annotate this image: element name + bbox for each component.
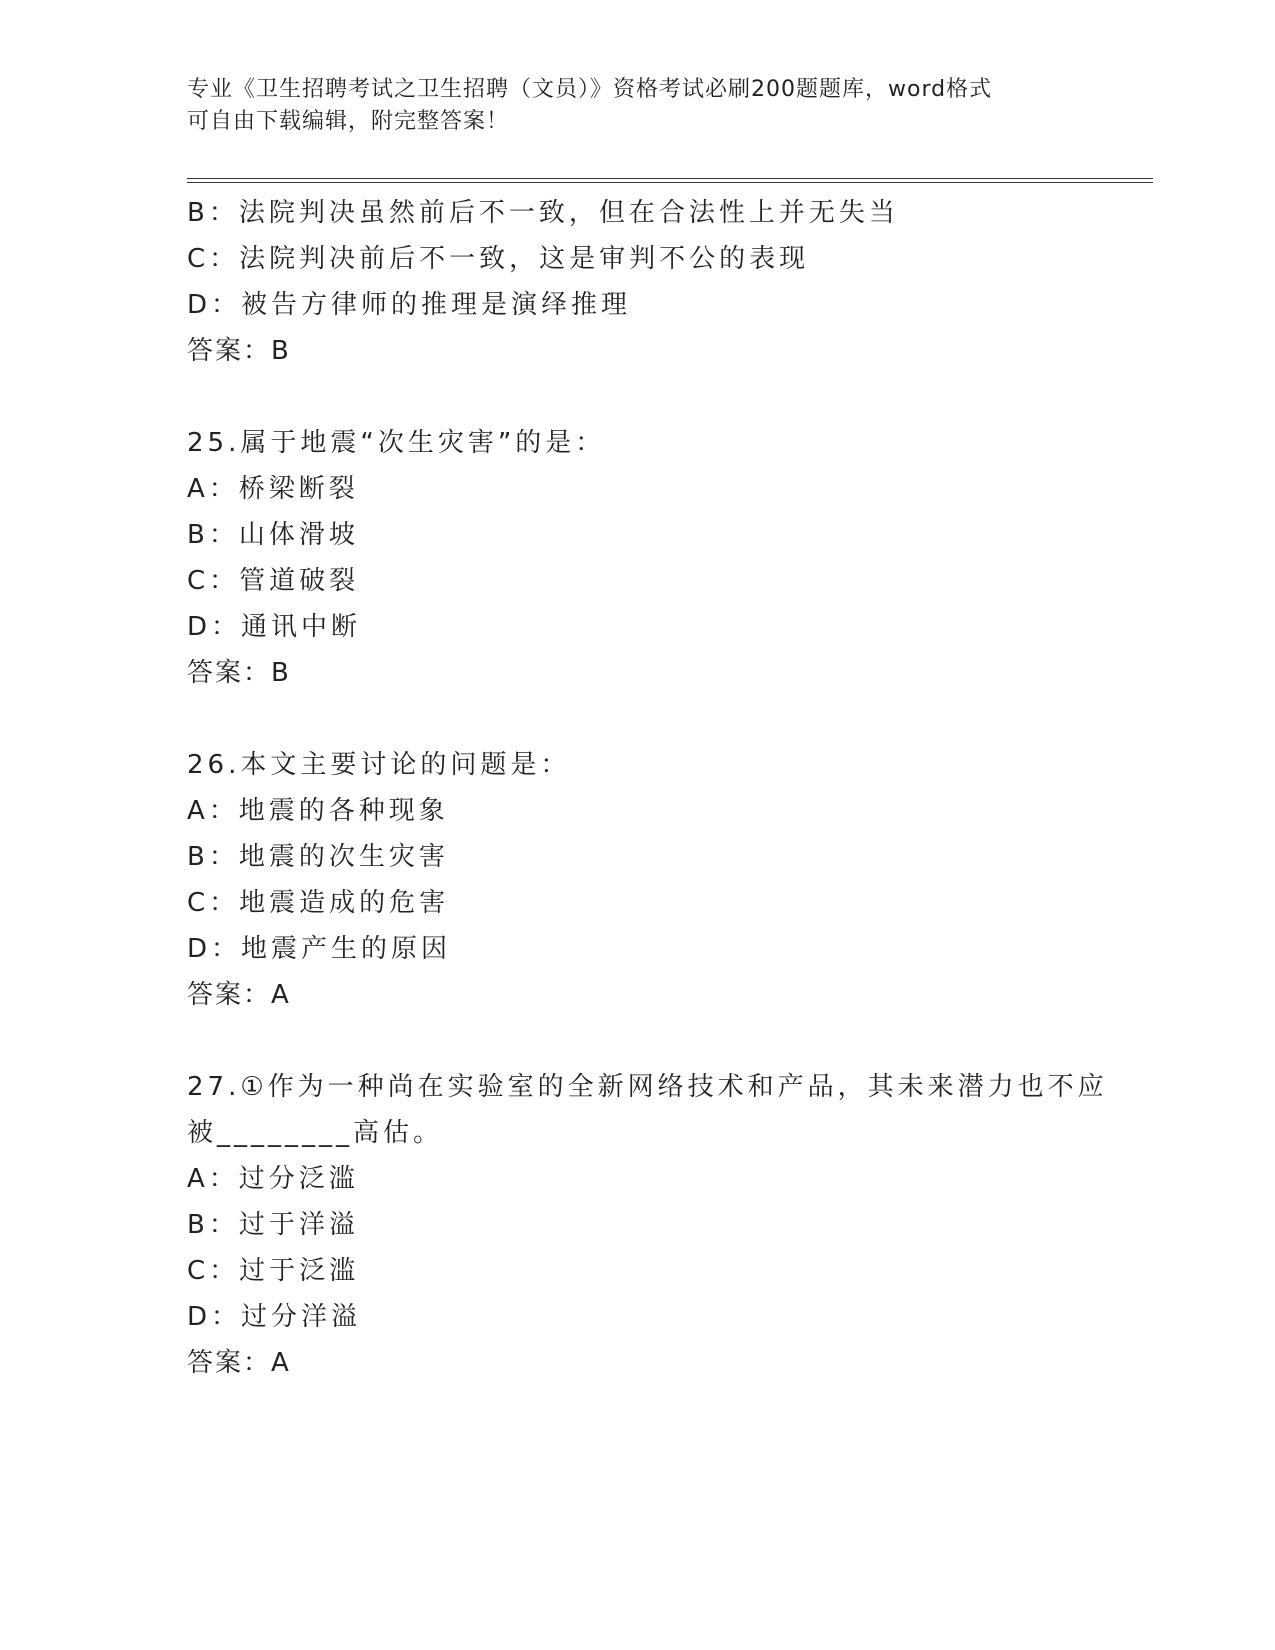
document-body xyxy=(187,190,1153,1386)
question-stem-line-2: 被________高估。 xyxy=(187,1118,444,1148)
spacer xyxy=(187,1018,1153,1064)
answer-line: 答案：A xyxy=(187,980,291,1010)
option-d: D：过分洋溢 xyxy=(187,1302,362,1332)
header-title-line-2: 可自由下载编辑，附完整答案！ xyxy=(187,109,510,134)
option-d: D：通讯中断 xyxy=(187,612,362,642)
question-stem-line-1: 27.①作为一种尚在实验室的全新网络技术和产品，其未来潜力也不应 xyxy=(187,1072,1108,1102)
question-27 xyxy=(187,1064,1153,1386)
question-25 xyxy=(187,420,1153,696)
answer-line: 答案：B xyxy=(187,658,291,688)
option-a: A：过分泛滥 xyxy=(187,1164,359,1194)
question-26 xyxy=(187,742,1153,1018)
answer-line: 答案：A xyxy=(187,1348,291,1378)
option-b: B：地震的次生灾害 xyxy=(187,842,449,872)
option-b: B：法院判决虽然前后不一致，但在合法性上并无失当 xyxy=(187,198,899,228)
header-divider xyxy=(187,178,1153,183)
option-c: C：法院判决前后不一致，这是审判不公的表现 xyxy=(187,244,810,274)
question-stem: 25.属于地震“次生灾害”的是： xyxy=(187,428,606,458)
header-title-line-1: 专业《卫生招聘考试之卫生招聘（文员）》资格考试必刷200题题库，word格式 xyxy=(187,77,993,102)
option-d: D：被告方律师的推理是演绎推理 xyxy=(187,290,632,320)
spacer xyxy=(187,374,1153,420)
option-a: A：地震的各种现象 xyxy=(187,796,449,826)
option-b: B：过于洋溢 xyxy=(187,1210,359,1240)
option-c: C：过于泛滥 xyxy=(187,1256,360,1286)
document-header xyxy=(187,74,1087,138)
option-c: C：地震造成的危害 xyxy=(187,888,450,918)
question-stem: 26.本文主要讨论的问题是： xyxy=(187,750,571,780)
question-24-continued xyxy=(187,190,1153,374)
spacer xyxy=(187,696,1153,742)
option-c: C：管道破裂 xyxy=(187,566,360,596)
option-b: B：山体滑坡 xyxy=(187,520,359,550)
option-a: A：桥梁断裂 xyxy=(187,474,359,504)
answer-line: 答案：B xyxy=(187,336,291,366)
option-d: D：地震产生的原因 xyxy=(187,934,452,964)
